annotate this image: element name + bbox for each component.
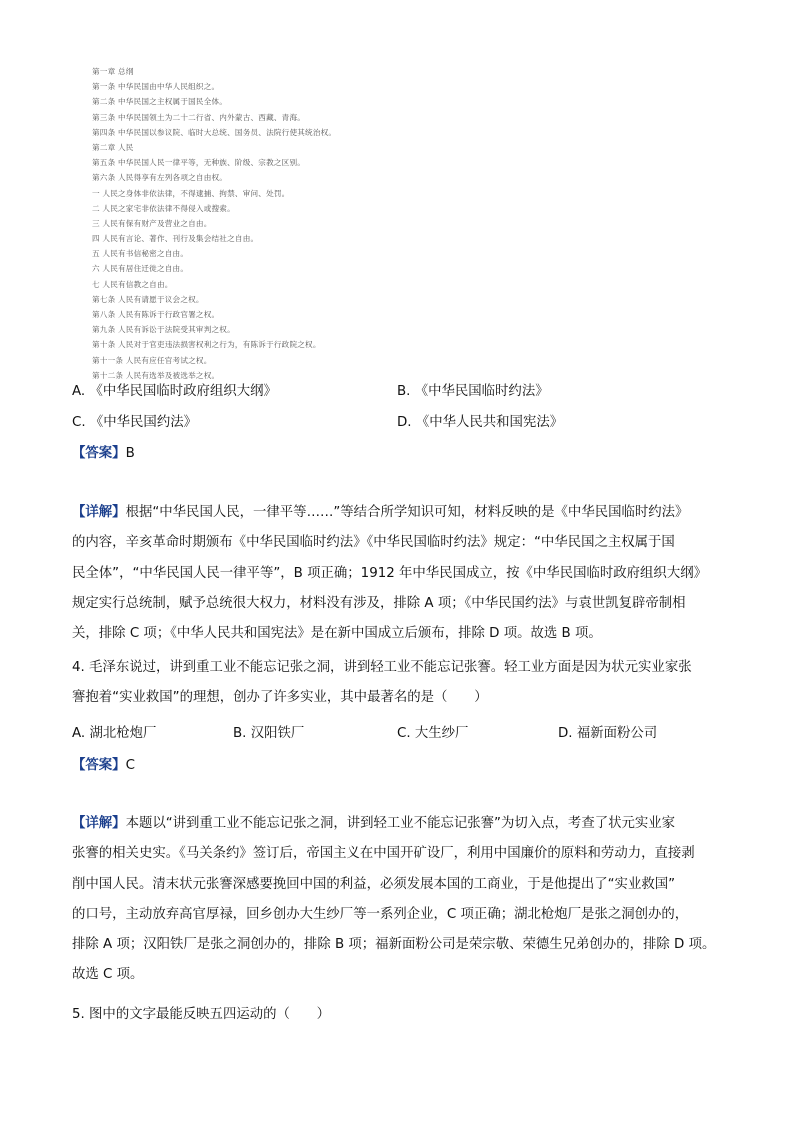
excerpt-line: 六 人民有居住迁徙之自由。	[92, 264, 189, 274]
q3-option-c: C. 《中华民国约法》	[72, 415, 197, 430]
detail-tag: 【详解】	[72, 816, 126, 831]
q3-detail	[72, 498, 726, 649]
detail-line: 【详解】本题以“讲到重工业不能忘记张之洞，讲到轻工业不能忘记张謇”为切入点，考查了状元实业家	[72, 816, 676, 831]
q4-question	[72, 653, 726, 714]
excerpt-line: 第十一条 人民有应任官考试之权。	[92, 355, 212, 365]
excerpt-line: 三 人民有保有财产及营业之自由。	[92, 218, 212, 228]
detail-line: 削中国人民。清末状元张謇深感要挽回中国的利益，必须发展本国的工商业，于是他提出了“实业救国”	[72, 876, 676, 892]
detail-line: 张謇的相关史实。《马关条约》签订后，帝国主义在中国开矿设厂，利用中国廉价的原料和劳动力，直接剥	[72, 846, 695, 862]
q4-answer	[72, 754, 135, 773]
question-line: 謇抱着“实业救国”的理想，创办了许多实业，其中最著名的是（ ）	[72, 690, 488, 706]
detail-line: 民全体”，“中华民国人民一律平等”，B 项正确；1912 年中华民国成立，按《中华民国临时政府组织大纲》	[72, 565, 707, 581]
excerpt-line: 第一条 中华民国由中华人民组织之。	[92, 82, 220, 92]
excerpt-line: 第八条 人民有陈诉于行政官署之权。	[92, 310, 220, 319]
question-line: 4. 毛泽东说过，讲到重工业不能忘记张之洞，讲到轻工业不能忘记张謇。轻工业方面是因为状元实业家张	[72, 660, 692, 675]
q4-option-b: B. 汉阳铁厂	[233, 726, 305, 741]
q3-option-d: D. 《中华人民共和国宪法》	[397, 415, 564, 430]
q4-option-d: D. 福新面粉公司	[558, 726, 658, 741]
constitution-excerpt-image	[92, 64, 422, 383]
excerpt-line: 一 人民之身体非依法律，不得逮捕、拘禁、审问、处罚。	[92, 188, 290, 198]
excerpt-line: 第六条 人民得享有左列各项之自由权。	[92, 173, 228, 183]
excerpt-line: 第十条 人民对于官吏违法损害权利之行为，有陈诉于行政院之权。	[92, 340, 321, 350]
detail-line: 的口号，主动放弃高官厚禄，回乡创办大生纱厂等一系列企业，C 项正确；湖北枪炮厂是张之洞创办的，	[72, 906, 689, 922]
answer-value: B	[125, 446, 135, 461]
detail-tag: 【详解】	[72, 505, 126, 520]
detail-line: 规定实行总统制，赋予总统很大权力，材料没有涉及，排除 A 项；《中华民国约法》与袁世凯复辟帝制相	[72, 595, 686, 611]
detail-line: 关，排除 C 项；《中华人民共和国宪法》是在新中国成立后颁布，排除 D 项。故选 B 项。	[72, 626, 602, 642]
excerpt-line: 第五条 中华民国人民一律平等，无种族、阶级、宗教之区别。	[92, 158, 306, 168]
detail-line: 【详解】根据“中华民国人民，一律平等……”等结合所学知识可知，材料反映的是《中华民国临时约法》	[72, 505, 689, 520]
q5-question: 5. 图中的文字最能反映五四运动的（ ）	[72, 1007, 331, 1022]
q4-option-a: A. 湖北枪炮厂	[72, 726, 157, 741]
excerpt-line: 第三条 中华民国领土为二十二行省、内外蒙古、西藏、青海。	[92, 112, 306, 122]
excerpt-line: 第一章 总纲	[92, 67, 134, 76]
excerpt-line: 七 人民有信教之自由。	[92, 279, 173, 289]
q3-option-b: B. 《中华民国临时约法》	[397, 384, 549, 399]
answer-tag: 【答案】	[72, 446, 126, 461]
answer-tag: 【答案】	[72, 758, 126, 773]
excerpt-line: 第七条 人民有请愿于议会之权。	[92, 294, 204, 304]
excerpt-line: 四 人民有言论、著作、刊行及集会结社之自由。	[92, 234, 259, 244]
q3-answer	[72, 442, 135, 461]
q3-option-a: A. 《中华民国临时政府组织大纲》	[72, 384, 277, 399]
excerpt-line: 第九条 人民有诉讼于法院受其审判之权。	[92, 325, 235, 335]
q4-detail	[72, 809, 726, 991]
excerpt-line: 第二章 人民	[92, 142, 134, 152]
detail-line: 的内容，辛亥革命时期颁布《中华民国临时约法》《中华民国临时约法》规定：“中华民国之主权属于国	[72, 535, 675, 551]
excerpt-line: 第十二条 人民有选举及被选举之权。	[92, 370, 220, 380]
q4-option-c: C. 大生纱厂	[397, 726, 469, 741]
excerpt-line: 二 人民之家宅非依法律不得侵入或搜索。	[92, 203, 235, 213]
answer-value: C	[125, 758, 135, 773]
detail-line: 故选 C 项。	[72, 967, 144, 983]
excerpt-line: 第二条 中华民国之主权属于国民全体。	[92, 97, 228, 107]
detail-line: 排除 A 项；汉阳铁厂是张之洞创办的，排除 B 项；福新面粉公司是荣宗敬、荣德生兄弟创办的，排除 D 项。	[72, 937, 716, 953]
excerpt-line: 五 人民有书信秘密之自由。	[92, 249, 189, 259]
excerpt-line: 第四条 中华民国以参议院、临时大总统、国务员、法院行使其统治权。	[92, 127, 337, 137]
